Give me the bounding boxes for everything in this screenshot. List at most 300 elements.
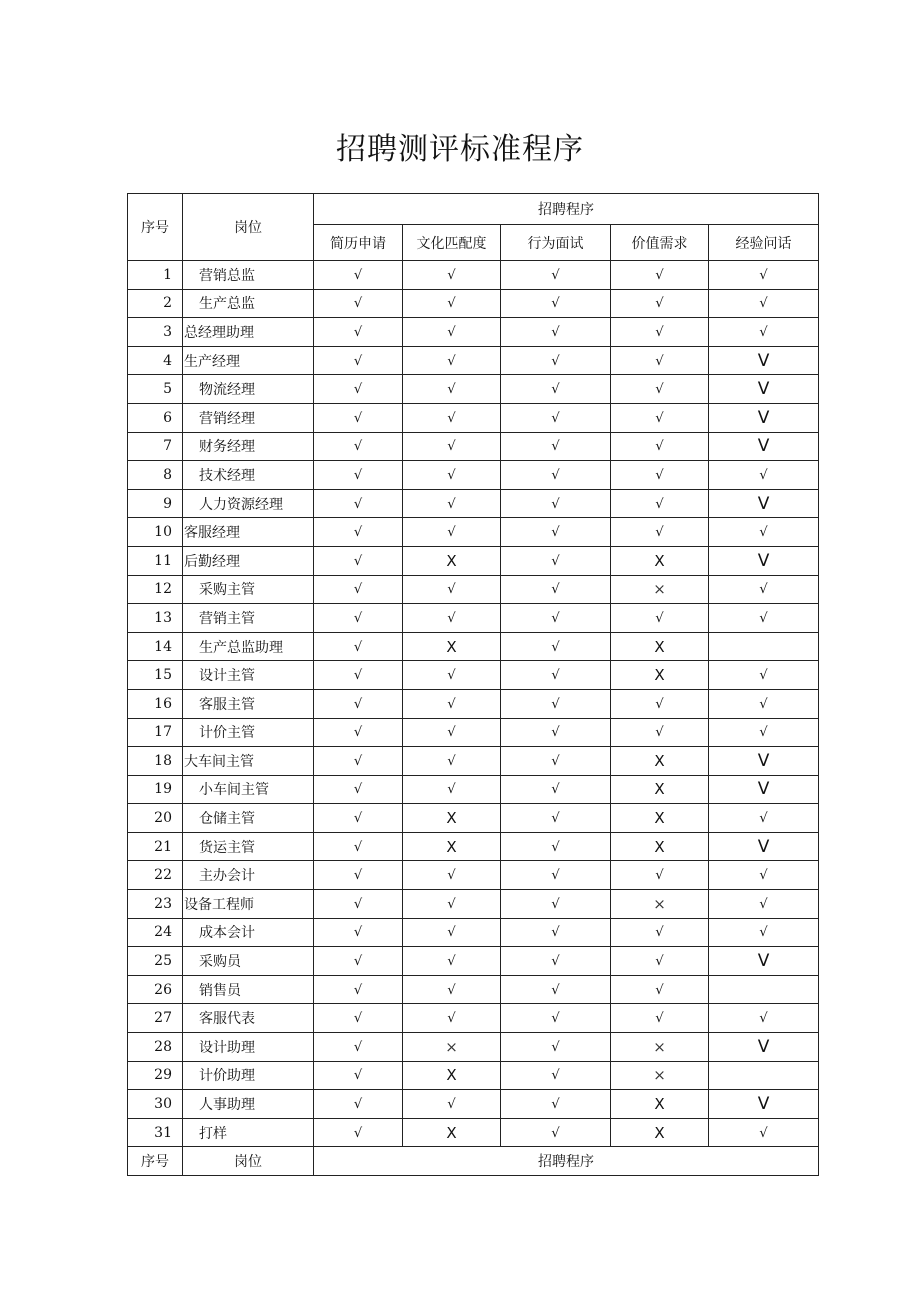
table-row — [128, 975, 819, 1004]
mark-symbol: √ — [551, 610, 560, 626]
table-row — [128, 747, 819, 776]
table-body — [128, 261, 819, 1147]
position-name: 总经理助理 — [183, 318, 314, 347]
mark-symbol: √ — [353, 982, 363, 998]
step-mark — [403, 747, 501, 776]
step-mark — [314, 775, 403, 804]
header-step: 经验问话 — [709, 225, 819, 261]
mark-symbol: √ — [353, 296, 363, 312]
mark-symbol: √ — [353, 868, 363, 884]
table-row — [128, 918, 819, 947]
step-mark — [501, 461, 611, 490]
step-mark — [403, 461, 501, 490]
step-mark — [501, 403, 611, 432]
step-mark — [709, 918, 819, 947]
step-mark — [314, 1118, 403, 1147]
step-mark — [403, 1118, 501, 1147]
step-mark — [709, 1004, 819, 1033]
step-mark — [314, 1004, 403, 1033]
mark-symbol: X — [654, 1095, 665, 1114]
step-mark — [403, 718, 501, 747]
mark-symbol: √ — [759, 1125, 768, 1141]
row-number: 30 — [128, 1090, 183, 1119]
step-mark — [501, 546, 611, 575]
row-number: 2 — [128, 289, 183, 318]
mark-symbol: √ — [353, 896, 363, 912]
mark-symbol: √ — [655, 496, 664, 512]
step-mark — [314, 489, 403, 518]
table-row — [128, 346, 819, 375]
table-row — [128, 775, 819, 804]
step-mark — [709, 747, 819, 776]
mark-symbol: √ — [551, 1039, 560, 1055]
header-group: 招聘程序 — [314, 194, 819, 225]
mark-symbol: √ — [551, 639, 560, 655]
mark-symbol: √ — [447, 1097, 456, 1113]
mark-symbol: √ — [759, 582, 768, 598]
mark-symbol: √ — [551, 496, 560, 512]
step-mark — [403, 289, 501, 318]
step-mark — [403, 318, 501, 347]
row-number: 23 — [128, 890, 183, 919]
step-mark — [611, 1090, 709, 1119]
step-mark — [709, 947, 819, 976]
row-number: 13 — [128, 604, 183, 633]
position-name: 成本会计 — [183, 918, 314, 947]
step-mark — [611, 1004, 709, 1033]
step-mark — [403, 975, 501, 1004]
mark-symbol: V — [757, 779, 770, 800]
mark-symbol: √ — [447, 954, 456, 970]
step-mark — [611, 346, 709, 375]
row-number: 11 — [128, 546, 183, 575]
step-mark — [501, 947, 611, 976]
footer-position: 岗位 — [183, 1147, 314, 1176]
mark-symbol: √ — [759, 296, 768, 312]
mark-symbol: √ — [551, 1011, 560, 1027]
mark-symbol: √ — [353, 467, 363, 483]
mark-symbol: X — [654, 837, 665, 856]
mark-symbol: √ — [447, 496, 456, 512]
step-mark — [611, 832, 709, 861]
step-mark — [403, 489, 501, 518]
step-mark — [403, 832, 501, 861]
mark-symbol: X — [654, 551, 665, 570]
step-mark — [709, 804, 819, 833]
step-mark — [709, 1033, 819, 1062]
step-mark — [403, 804, 501, 833]
mark-symbol: √ — [447, 324, 456, 340]
mark-symbol: √ — [551, 1125, 560, 1141]
mark-symbol: √ — [353, 1068, 363, 1084]
step-mark — [501, 375, 611, 404]
mark-symbol: √ — [655, 296, 664, 312]
mark-symbol: √ — [353, 496, 363, 512]
step-mark — [403, 947, 501, 976]
step-mark — [314, 375, 403, 404]
mark-symbol: √ — [353, 267, 363, 283]
mark-symbol: X — [446, 637, 457, 656]
table-row — [128, 1090, 819, 1119]
mark-symbol: √ — [447, 925, 456, 941]
mark-symbol: X — [446, 809, 457, 828]
mark-symbol: √ — [655, 410, 664, 426]
position-name: 技术经理 — [183, 461, 314, 490]
table-row — [128, 832, 819, 861]
position-name: 生产总监助理 — [183, 632, 314, 661]
table-row — [128, 403, 819, 432]
step-mark — [314, 632, 403, 661]
mark-symbol: √ — [551, 525, 560, 541]
step-mark — [709, 661, 819, 690]
mark-symbol: X — [654, 780, 665, 799]
mark-symbol: √ — [447, 353, 456, 369]
position-name: 货运主管 — [183, 832, 314, 861]
position-name: 营销主管 — [183, 604, 314, 633]
row-number: 18 — [128, 747, 183, 776]
mark-symbol: V — [757, 951, 770, 972]
position-name: 仓储主管 — [183, 804, 314, 833]
mark-symbol: X — [446, 1066, 457, 1085]
step-mark — [501, 661, 611, 690]
step-mark — [403, 261, 501, 290]
mark-symbol: √ — [759, 525, 768, 541]
table-row — [128, 661, 819, 690]
table-row — [128, 1118, 819, 1147]
step-mark — [501, 747, 611, 776]
position-name: 销售员 — [183, 975, 314, 1004]
step-mark — [403, 1033, 501, 1062]
mark-symbol: √ — [655, 925, 664, 941]
mark-symbol: √ — [447, 868, 456, 884]
table-row — [128, 318, 819, 347]
position-name: 主办会计 — [183, 861, 314, 890]
position-name: 设计主管 — [183, 661, 314, 690]
step-mark — [501, 261, 611, 290]
mark-symbol: V — [757, 1094, 770, 1115]
mark-symbol: √ — [353, 811, 363, 827]
step-mark — [709, 546, 819, 575]
table-row — [128, 432, 819, 461]
row-number: 26 — [128, 975, 183, 1004]
position-name: 营销经理 — [183, 403, 314, 432]
mark-symbol: V — [757, 379, 770, 400]
header-no: 序号 — [128, 194, 183, 261]
mark-symbol: √ — [353, 410, 363, 426]
position-name: 客服代表 — [183, 1004, 314, 1033]
mark-symbol: × — [445, 1037, 458, 1056]
mark-symbol: √ — [759, 925, 768, 941]
position-name: 采购员 — [183, 947, 314, 976]
step-mark — [314, 403, 403, 432]
step-mark — [709, 718, 819, 747]
step-mark — [403, 518, 501, 547]
mark-symbol: √ — [759, 868, 768, 884]
step-mark — [501, 832, 611, 861]
mark-symbol: √ — [551, 324, 560, 340]
step-mark — [501, 718, 611, 747]
step-mark — [501, 689, 611, 718]
table-row — [128, 375, 819, 404]
step-mark — [709, 1090, 819, 1119]
position-name: 生产总监 — [183, 289, 314, 318]
mark-symbol: × — [653, 580, 666, 599]
step-mark — [403, 575, 501, 604]
header-step: 价值需求 — [611, 225, 709, 261]
step-mark — [501, 318, 611, 347]
position-name: 计价助理 — [183, 1061, 314, 1090]
step-mark — [314, 747, 403, 776]
mark-symbol: √ — [759, 610, 768, 626]
step-mark — [709, 1061, 819, 1090]
table-row — [128, 575, 819, 604]
step-mark — [314, 518, 403, 547]
mark-symbol: √ — [551, 410, 560, 426]
mark-symbol: X — [654, 809, 665, 828]
position-name: 采购主管 — [183, 575, 314, 604]
mark-symbol: √ — [551, 439, 560, 455]
table-row — [128, 947, 819, 976]
mark-symbol: √ — [353, 696, 363, 712]
step-mark — [611, 689, 709, 718]
step-mark — [709, 832, 819, 861]
step-mark — [314, 804, 403, 833]
mark-symbol: √ — [655, 725, 664, 741]
step-mark — [501, 804, 611, 833]
mark-symbol: X — [446, 1123, 457, 1142]
step-mark — [611, 261, 709, 290]
mark-symbol: √ — [447, 725, 456, 741]
row-number: 5 — [128, 375, 183, 404]
mark-symbol: × — [653, 1066, 666, 1085]
step-mark — [611, 518, 709, 547]
mark-symbol: √ — [353, 324, 363, 340]
step-mark — [501, 1033, 611, 1062]
table-row — [128, 890, 819, 919]
position-name: 人事助理 — [183, 1090, 314, 1119]
step-mark — [611, 461, 709, 490]
mark-symbol: X — [654, 1123, 665, 1142]
step-mark — [709, 890, 819, 919]
row-number: 15 — [128, 661, 183, 690]
mark-symbol: √ — [551, 582, 560, 598]
mark-symbol: √ — [353, 439, 363, 455]
mark-symbol: X — [654, 666, 665, 685]
mark-symbol: V — [757, 493, 770, 514]
step-mark — [314, 975, 403, 1004]
mark-symbol: √ — [353, 382, 363, 398]
mark-symbol: √ — [447, 896, 456, 912]
step-mark — [709, 375, 819, 404]
mark-symbol: √ — [353, 725, 363, 741]
mark-symbol: V — [757, 750, 770, 771]
mark-symbol: V — [757, 436, 770, 457]
step-mark — [403, 918, 501, 947]
mark-symbol: √ — [759, 324, 768, 340]
step-mark — [501, 975, 611, 1004]
step-mark — [501, 1118, 611, 1147]
step-mark — [611, 289, 709, 318]
mark-symbol: √ — [353, 1039, 363, 1055]
table-row — [128, 804, 819, 833]
step-mark — [314, 604, 403, 633]
table-row — [128, 461, 819, 490]
position-name: 物流经理 — [183, 375, 314, 404]
mark-symbol: √ — [655, 610, 664, 626]
mark-symbol: √ — [447, 410, 456, 426]
position-name: 生产经理 — [183, 346, 314, 375]
mark-symbol: V — [757, 350, 770, 371]
mark-symbol: √ — [551, 296, 560, 312]
mark-symbol: √ — [655, 439, 664, 455]
step-mark — [611, 403, 709, 432]
mark-symbol: V — [757, 836, 770, 857]
position-name: 设计助理 — [183, 1033, 314, 1062]
step-mark — [314, 861, 403, 890]
step-mark — [314, 432, 403, 461]
mark-symbol: X — [654, 637, 665, 656]
header-step: 简历申请 — [314, 225, 403, 261]
row-number: 10 — [128, 518, 183, 547]
mark-symbol: √ — [655, 868, 664, 884]
row-number: 28 — [128, 1033, 183, 1062]
step-mark — [314, 318, 403, 347]
header-position: 岗位 — [183, 194, 314, 261]
mark-symbol: √ — [353, 668, 363, 684]
row-number: 17 — [128, 718, 183, 747]
step-mark — [403, 775, 501, 804]
mark-symbol: V — [757, 1036, 770, 1057]
row-number: 25 — [128, 947, 183, 976]
step-mark — [403, 546, 501, 575]
step-mark — [501, 632, 611, 661]
row-number: 1 — [128, 261, 183, 290]
mark-symbol: √ — [759, 896, 768, 912]
step-mark — [501, 432, 611, 461]
mark-symbol: √ — [759, 267, 768, 283]
mark-symbol: √ — [353, 525, 363, 541]
row-number: 20 — [128, 804, 183, 833]
position-name: 客服主管 — [183, 689, 314, 718]
mark-symbol: √ — [551, 925, 560, 941]
table-row — [128, 718, 819, 747]
step-mark — [501, 1090, 611, 1119]
mark-symbol: √ — [353, 954, 363, 970]
step-mark — [709, 403, 819, 432]
table-row — [128, 261, 819, 290]
mark-symbol: √ — [551, 839, 560, 855]
step-mark — [501, 1061, 611, 1090]
mark-symbol: √ — [551, 668, 560, 684]
mark-symbol: √ — [447, 610, 456, 626]
step-mark — [403, 432, 501, 461]
step-mark — [709, 1118, 819, 1147]
mark-symbol: √ — [759, 1011, 768, 1027]
row-number: 4 — [128, 346, 183, 375]
step-mark — [611, 604, 709, 633]
step-mark — [709, 489, 819, 518]
position-name: 设备工程师 — [183, 890, 314, 919]
row-number: 24 — [128, 918, 183, 947]
mark-symbol: √ — [447, 753, 456, 769]
mark-symbol: V — [757, 550, 770, 571]
row-number: 8 — [128, 461, 183, 490]
header-step: 文化匹配度 — [403, 225, 501, 261]
mark-symbol: √ — [447, 296, 456, 312]
step-mark — [611, 1061, 709, 1090]
mark-symbol: × — [653, 894, 666, 913]
step-mark — [314, 689, 403, 718]
table-row — [128, 1004, 819, 1033]
mark-symbol: √ — [655, 954, 664, 970]
mark-symbol: √ — [447, 782, 456, 798]
mark-symbol: √ — [447, 1011, 456, 1027]
position-name: 营销总监 — [183, 261, 314, 290]
mark-symbol: V — [757, 407, 770, 428]
step-mark — [403, 375, 501, 404]
mark-symbol: √ — [353, 1011, 363, 1027]
step-mark — [403, 861, 501, 890]
mark-symbol: × — [653, 1037, 666, 1056]
mark-symbol: √ — [447, 696, 456, 712]
mark-symbol: √ — [551, 868, 560, 884]
row-number: 29 — [128, 1061, 183, 1090]
step-mark — [611, 718, 709, 747]
mark-symbol: √ — [353, 582, 363, 598]
step-mark — [314, 718, 403, 747]
step-mark — [611, 890, 709, 919]
mark-symbol: √ — [759, 811, 768, 827]
row-number: 22 — [128, 861, 183, 890]
mark-symbol: √ — [353, 353, 363, 369]
row-number: 16 — [128, 689, 183, 718]
step-mark — [403, 604, 501, 633]
step-mark — [611, 1033, 709, 1062]
mark-symbol: √ — [551, 382, 560, 398]
step-mark — [611, 775, 709, 804]
mark-symbol: √ — [447, 267, 456, 283]
step-mark — [709, 432, 819, 461]
table-row — [128, 1061, 819, 1090]
mark-symbol: √ — [447, 467, 456, 483]
mark-symbol: √ — [447, 382, 456, 398]
step-mark — [403, 1061, 501, 1090]
table-row — [128, 861, 819, 890]
step-mark — [314, 832, 403, 861]
step-mark — [314, 261, 403, 290]
mark-symbol: √ — [655, 696, 664, 712]
step-mark — [709, 975, 819, 1004]
step-mark — [501, 861, 611, 890]
row-number: 7 — [128, 432, 183, 461]
step-mark — [709, 575, 819, 604]
step-mark — [611, 375, 709, 404]
table-row — [128, 632, 819, 661]
mark-symbol: √ — [353, 1125, 363, 1141]
step-mark — [709, 518, 819, 547]
mark-symbol: √ — [551, 811, 560, 827]
mark-symbol: √ — [551, 896, 560, 912]
mark-symbol: √ — [655, 1011, 664, 1027]
step-mark — [611, 489, 709, 518]
step-mark — [709, 289, 819, 318]
table-row — [128, 546, 819, 575]
step-mark — [709, 775, 819, 804]
mark-symbol: √ — [447, 582, 456, 598]
position-name: 打样 — [183, 1118, 314, 1147]
mark-symbol: √ — [353, 610, 363, 626]
mark-symbol: √ — [655, 525, 664, 541]
